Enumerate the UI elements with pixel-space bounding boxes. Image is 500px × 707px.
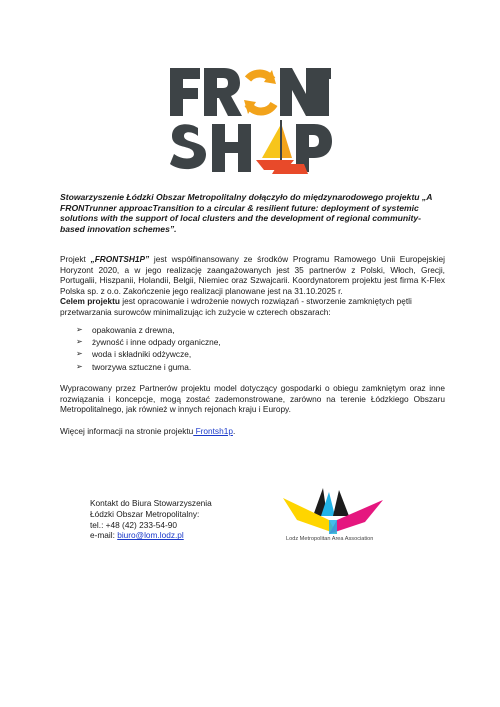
- arrow-bullet-icon: ➢: [76, 336, 83, 346]
- contact-line-1: Kontakt do Biura Stowarzyszenia: [90, 498, 212, 508]
- more-info-end: .: [232, 425, 236, 436]
- frontsh1p-logo-letters: [170, 68, 332, 172]
- contact-line-2: Łódzki Obszar Metropolitalny:: [90, 508, 200, 519]
- frontsh1p-link[interactable]: Frontsh1p: [193, 425, 233, 436]
- lma-name: Lodz Metropolitan Area Association: [286, 536, 374, 542]
- more-info-text: Więcej informacji na stronie projektu: [60, 425, 194, 436]
- arrow-bullet-icon: ➢: [76, 361, 83, 371]
- list-item-text: tworzywa sztuczne i guma.: [92, 361, 192, 372]
- list-item-text: opakowania z drewna,: [92, 324, 175, 335]
- list-item: [76, 336, 445, 348]
- article-body: [60, 254, 445, 437]
- goal-label: Celem projektu: [60, 296, 120, 307]
- email-link[interactable]: biuro@lom.lodz.pl: [117, 530, 184, 541]
- more-info-paragraph: [60, 426, 445, 437]
- frontsh1p-logo: [168, 66, 333, 174]
- contact-block: [90, 498, 260, 541]
- list-item: [76, 348, 445, 360]
- outcome-paragraph: Wypracowany przez Partnerów projektu model dotyczący gospodarki o obiegu zamkniętym oraz inne rozwiązania i koncepcje, mogą zostać zademonstrowane, zarówno na terenie Łódzkiego Obszaru Metropolitalnego, jak również w innych rejonach kraju i Europy.: [60, 383, 445, 415]
- project-prefix: Projekt: [60, 254, 91, 264]
- list-item: [76, 324, 445, 336]
- email-label: e-mail:: [90, 530, 118, 541]
- contact-email-line: [90, 530, 260, 541]
- arrow-bullet-icon: ➢: [76, 324, 83, 334]
- areas-list: [60, 324, 445, 374]
- list-item-text: żywność i inne odpady organiczne,: [92, 336, 221, 347]
- project-description: jest współfinansowany ze środków Programu Ramowego Unii Europejskiej Horyzont 2020, a w jego realizację zaangażowanych jest 35 partnerów z Polski, Włoch, Grecji, Portugalii, Hiszpanii, Holandii, Belgii, Niemiec oraz Szwajcarii. Koordynatorem projektu jest firma K-Flex Polska sp. z o.o. Zakończenie jego realizacji planowane jest na 31.10.2025 r.: [60, 254, 445, 296]
- list-item: [76, 361, 445, 373]
- intro-statement: Stowarzyszenie Łódzki Obszar Metropolitalny dołączyło do międzynarodowego projektu „A FRONTrunner approacTransition to a circular & resilient future: deployment of systemic solutions with the support of local clusters and the development of regional community-based innovation schemes”.: [60, 192, 433, 234]
- goal-text: jest opracowanie i wdrożenie nowych rozwiązań - stworzenie zamkniętych pętli przetwarzania surowców minimalizując ich zużycie w czterech obszarach:: [60, 296, 412, 317]
- list-item-text: woda i składniki odżywcze,: [92, 349, 192, 360]
- project-paragraph: [60, 254, 445, 296]
- project-name: „FRONTSH1P”: [90, 254, 150, 264]
- arrow-bullet-icon: ➢: [76, 349, 83, 359]
- contact-phone: tel.: +48 (42) 233-54-90: [90, 519, 177, 530]
- goal-paragraph: [60, 296, 445, 317]
